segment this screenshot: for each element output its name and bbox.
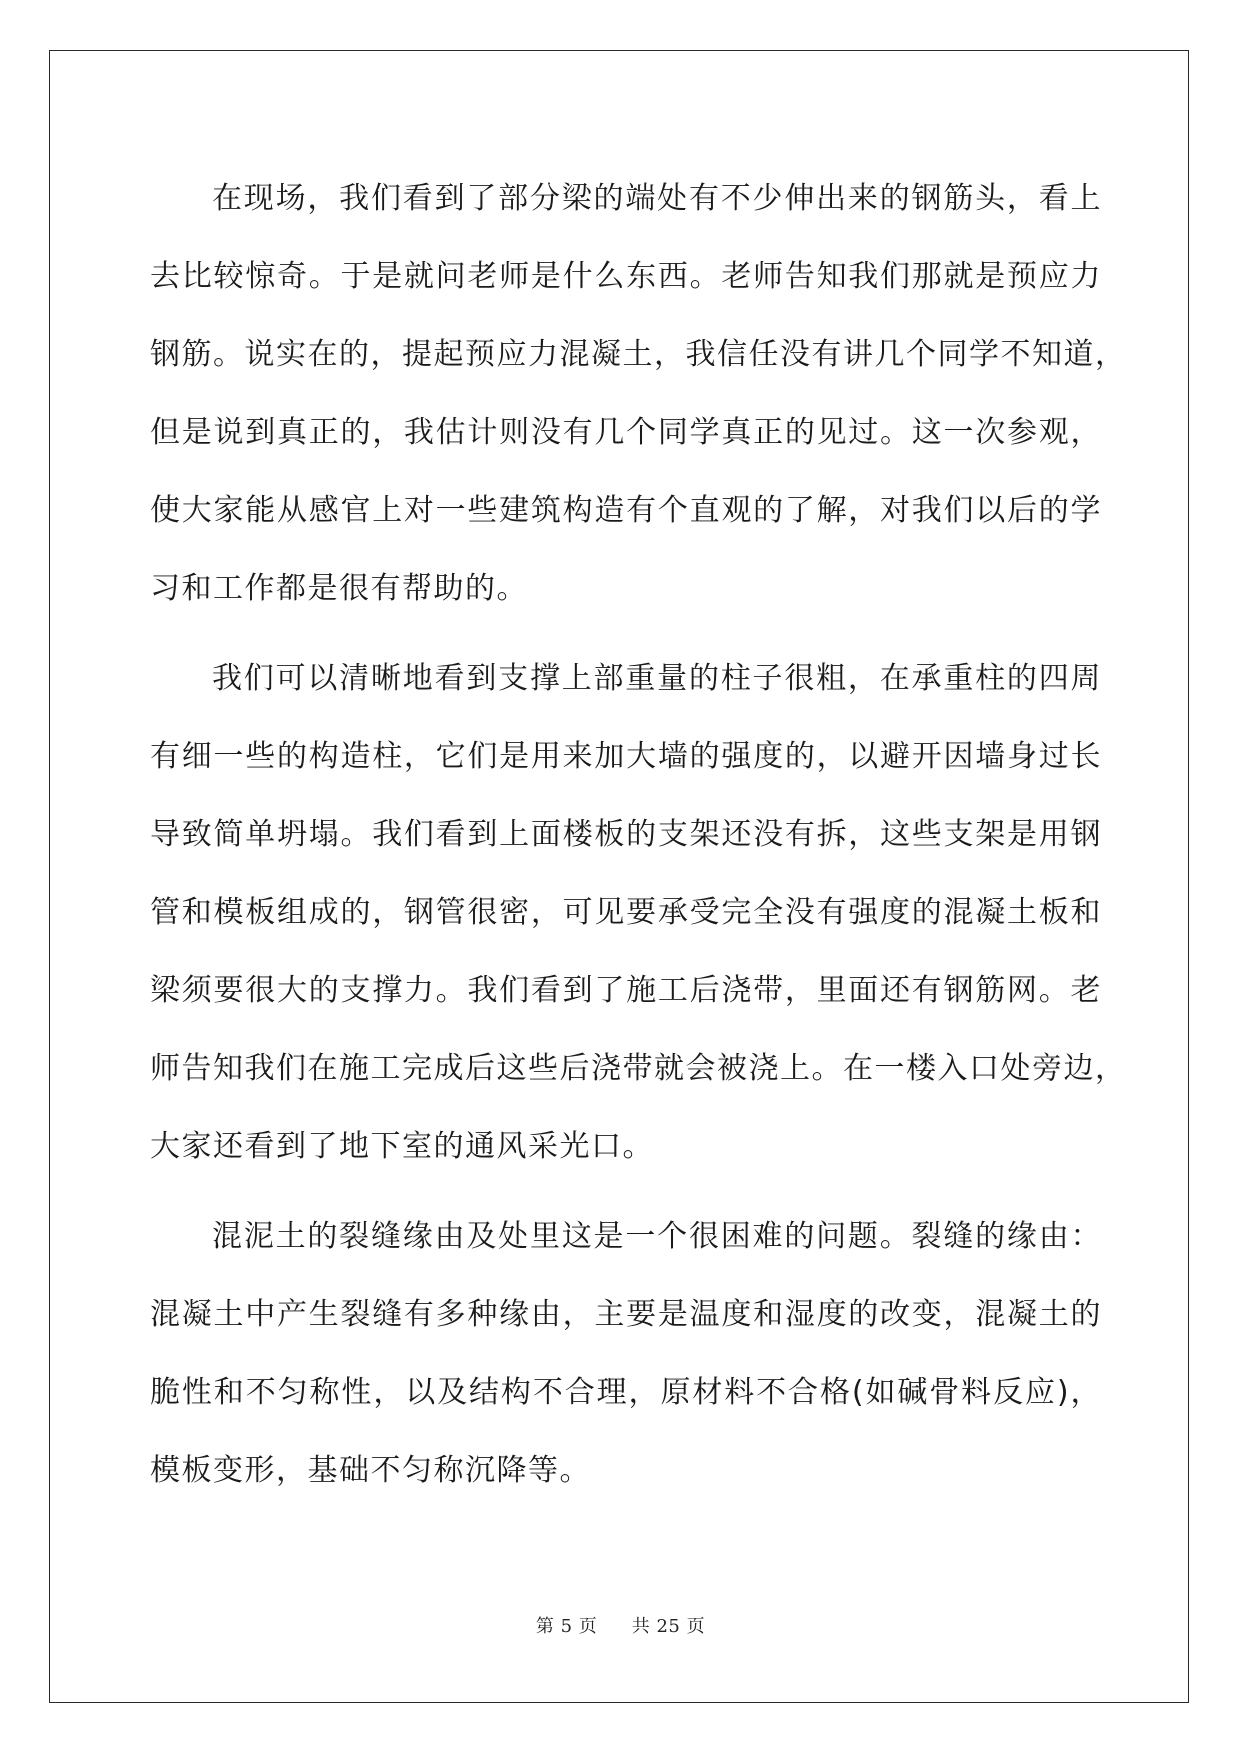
- text-line: 混泥土的裂缝缘由及处里这是一个很困难的问题。裂缝的缘由：: [212, 1219, 1102, 1254]
- page-footer: [0, 1612, 1241, 1638]
- text-line: 师告知我们在施工完成后这些后浇带就会被浇上。在一楼入口处旁边，: [150, 1051, 1127, 1086]
- paragraph-2: [150, 640, 1127, 1186]
- text-line: 模板变形，基础不匀称沉降等。: [150, 1453, 591, 1488]
- text-line: 但是说到真正的，我估计则没有几个同学真正的见过。这一次参观，: [150, 415, 1102, 450]
- text-line: 混凝土中产生裂缝有多种缘由，主要是温度和湿度的改变，混凝土的: [150, 1297, 1102, 1332]
- text-line: 大家还看到了地下室的通风采光口。: [150, 1129, 654, 1164]
- page-number-total: 共 25 页: [631, 1616, 706, 1637]
- text-line: 使大家能从感官上对一些建筑构造有个直观的了解，对我们以后的学: [150, 493, 1102, 528]
- page-number-current: 第 5 页: [535, 1616, 598, 1637]
- text-line: 梁须要很大的支撑力。我们看到了施工后浇带，里面还有钢筋网。老: [150, 973, 1102, 1008]
- text-line: 在现场，我们看到了部分梁的端处有不少伸出来的钢筋头，看上: [212, 181, 1102, 216]
- text-line: 钢筋。说实在的，提起预应力混凝土，我信任没有讲几个同学不知道，: [150, 337, 1127, 372]
- document-body: [150, 160, 1127, 1510]
- text-line: 去比较惊奇。于是就问老师是什么东西。老师告知我们那就是预应力: [150, 259, 1102, 294]
- paragraph-3: [150, 1198, 1102, 1510]
- text-line: 导致简单坍塌。我们看到上面楼板的支架还没有拆，这些支架是用钢: [150, 817, 1102, 852]
- text-line: 习和工作都是很有帮助的。: [150, 571, 528, 606]
- paragraph-1: [150, 160, 1127, 628]
- text-line: 有细一些的构造柱，它们是用来加大墙的强度的，以避开因墙身过长: [150, 739, 1102, 774]
- text-line: 脆性和不匀称性，以及结构不合理，原材料不合格(如碱骨料反应)，: [150, 1375, 1102, 1410]
- text-line: 管和模板组成的，钢管很密，可见要承受完全没有强度的混凝土板和: [150, 895, 1102, 930]
- text-line: 我们可以清晰地看到支撑上部重量的柱子很粗，在承重柱的四周: [212, 661, 1102, 696]
